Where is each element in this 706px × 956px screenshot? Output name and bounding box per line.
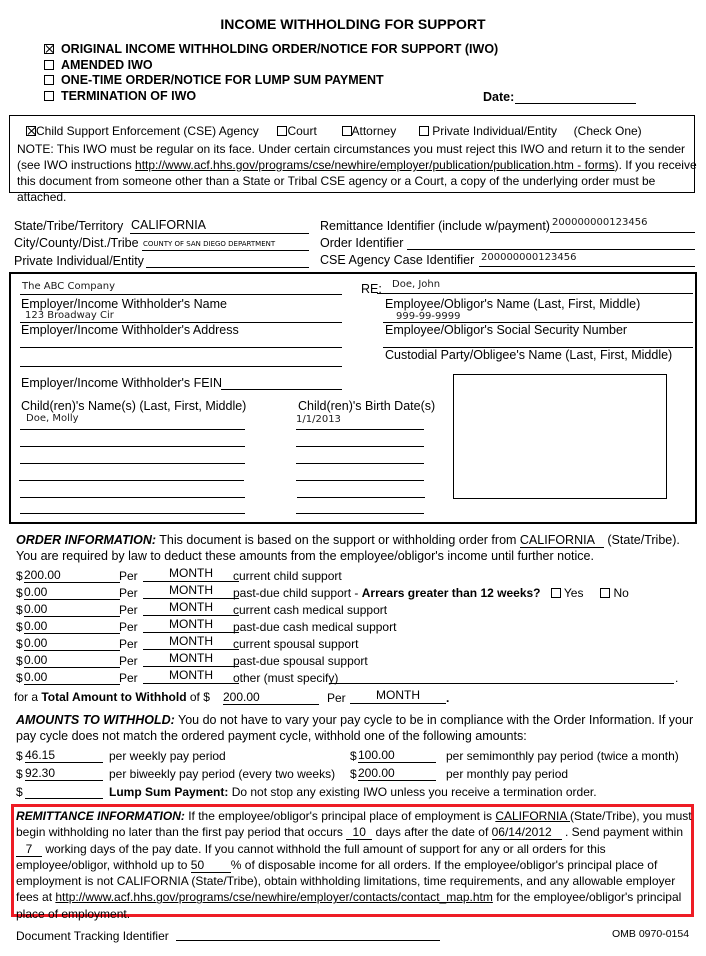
- period-field[interactable]: MONTH: [143, 668, 239, 684]
- checkbox-cse-agency[interactable]: [26, 126, 36, 136]
- arrears-yes-checkbox[interactable]: [551, 588, 561, 598]
- remittance-id-label: Remittance Identifier (include w/payment): [320, 219, 550, 233]
- order-type-amended[interactable]: [44, 58, 498, 74]
- checkbox-attorney[interactable]: [342, 126, 352, 136]
- checkbox-termination[interactable]: [44, 91, 54, 101]
- arrears-question: Arrears greater than 12 weeks?: [361, 586, 541, 600]
- checkbox-court[interactable]: [277, 126, 287, 136]
- child-name-line-2[interactable]: [20, 446, 245, 447]
- page-title: INCOME WITHHOLDING FOR SUPPORT: [220, 16, 486, 32]
- amount-field[interactable]: 0.00: [24, 620, 120, 634]
- child-dob-line-2[interactable]: [296, 446, 424, 447]
- private-entity-field[interactable]: [146, 267, 309, 268]
- total-period-field[interactable]: MONTH: [350, 688, 446, 704]
- past-due-desc: past-due child support -: [233, 586, 362, 600]
- note-text-2: ). If you receive this document from someone other than a State or Tribal CSE agency or a Court, a copy of the underlying order must be attached.: [17, 158, 697, 204]
- amount-description: current spousal support: [233, 637, 359, 651]
- remittance-text: % of disposable income for all orders. If the employee/obligor's principal place of employment is not CALIFORNIA (State/Tribe), obtain withholding limitations, time requirements, and any allowable employer fees at: [16, 857, 676, 905]
- child-dob-line-4[interactable]: [296, 480, 424, 481]
- sender-label: Private Individual/Entity: [432, 124, 557, 138]
- employer-address-value[interactable]: 123 Broadway Cir: [25, 310, 114, 321]
- employer-name-line: [20, 294, 342, 295]
- amounts-heading: AMOUNTS TO WITHHOLD:: [16, 713, 175, 727]
- children-names-label: Child(ren)'s Name(s) (Last, First, Middle): [21, 399, 247, 413]
- per-label: Per: [119, 671, 138, 685]
- per-label: Per: [119, 637, 138, 651]
- omb-number: OMB 0970-0154: [612, 928, 690, 940]
- employer-address-line-3[interactable]: [20, 366, 342, 367]
- order-type-label: ONE-TIME ORDER/NOTICE FOR LUMP SUM PAYMENT: [60, 73, 384, 87]
- order-type-original[interactable]: [44, 42, 498, 58]
- semimonthly-dollar: $: [350, 749, 357, 763]
- order-type-termination[interactable]: [44, 89, 498, 105]
- per-label: Per: [119, 603, 138, 617]
- sender-label: Court: [287, 124, 317, 138]
- order-id-field[interactable]: [407, 249, 695, 250]
- amount-field[interactable]: 200.00: [24, 569, 120, 583]
- remittance-text: (State/Tribe), you must begin withholding no later than the first pay period that occurs: [16, 809, 692, 840]
- amount-description: other (must specify): [233, 671, 339, 685]
- biweekly-label: per biweekly pay period (every two weeks): [109, 767, 336, 781]
- publication-link[interactable]: http://www.acf.hhs.gov/programs/cse/newhire/employer/publication/publication.htm - forms: [135, 158, 615, 172]
- child-name-line-6[interactable]: [20, 513, 245, 514]
- employer-name-label: Employer/Income Withholder's Name: [21, 297, 227, 311]
- child-name-line-5[interactable]: [20, 497, 245, 498]
- semimonthly-label: per semimonthly pay period (twice a month): [446, 749, 679, 763]
- custodial-party-label: Custodial Party/Obligee's Name (Last, First, Middle): [385, 348, 673, 362]
- re-label: RE:: [361, 282, 382, 296]
- total-period-mark: .: [446, 691, 450, 705]
- period-field[interactable]: MONTH: [143, 600, 239, 616]
- child-dob-line-1[interactable]: [296, 429, 424, 430]
- order-type-label: TERMINATION OF IWO: [60, 88, 197, 103]
- tracking-id-field[interactable]: [176, 940, 440, 941]
- state-label: State/Tribe/Territory: [14, 219, 124, 233]
- order-date-value[interactable]: 06/14/2012: [492, 826, 562, 840]
- private-label: Private Individual/Entity: [14, 254, 144, 268]
- order-info-heading: ORDER INFORMATION:: [16, 533, 157, 547]
- child-name-line-4[interactable]: [19, 480, 244, 481]
- order-type-label: ORIGINAL INCOME WITHHOLDING ORDER/NOTICE FOR SUPPORT (IWO): [60, 42, 499, 56]
- amounts-paragraph: [16, 712, 696, 744]
- sender-attorney[interactable]: [342, 124, 397, 138]
- tracking-id-label: Document Tracking Identifier: [16, 929, 169, 943]
- employee-ssn-value[interactable]: 999-99-9999: [396, 311, 461, 322]
- order-info-text: This document is based on the support or withholding order from: [156, 533, 520, 547]
- total-row: [14, 690, 210, 704]
- child-name-line-1[interactable]: [20, 429, 245, 430]
- employee-name-label: Employee/Obligor's Name (Last, First, Middle): [385, 297, 641, 311]
- remittance-info-paragraph: [16, 808, 692, 922]
- weekly-label: per weekly pay period: [109, 749, 226, 763]
- sender-court[interactable]: [277, 124, 316, 138]
- state-line: [130, 233, 309, 234]
- employee-name-value[interactable]: Doe, John: [392, 279, 441, 290]
- lump-sum-text: [109, 785, 597, 799]
- period-mark: .: [675, 671, 679, 685]
- arrears-yes-label: Yes: [563, 586, 584, 600]
- remittance-heading: REMITTANCE INFORMATION:: [16, 809, 185, 823]
- per-label: Per: [119, 620, 138, 634]
- remittance-text: for the employee/obligor's principal place of employment.: [16, 890, 682, 921]
- remittance-text: days after the date of: [372, 825, 492, 840]
- total-label: Total Amount to Withhold: [41, 690, 187, 704]
- monthly-dollar: $: [350, 767, 357, 781]
- period-field[interactable]: MONTH: [143, 651, 239, 667]
- sender-label: Attorney: [351, 124, 397, 138]
- order-type-group: [44, 42, 498, 104]
- amount-description: [233, 586, 629, 600]
- amount-description: past-due cash medical support: [233, 620, 397, 634]
- employer-address-label: Employer/Income Withholder's Address: [21, 323, 239, 337]
- order-info-paragraph: [16, 532, 706, 564]
- address-window-box: [453, 374, 667, 499]
- amount-field[interactable]: 0.00: [24, 637, 120, 651]
- per-label: Per: [119, 586, 138, 600]
- child-dob-line-6[interactable]: [296, 513, 424, 514]
- remittance-text: If the employee/obligor's principal place of employment is: [184, 809, 496, 823]
- begin-days-value[interactable]: 10: [346, 826, 372, 840]
- per-label: Per: [119, 569, 138, 583]
- employee-ssn-label: Employee/Obligor's Social Security Number: [385, 323, 628, 337]
- order-state-value[interactable]: CALIFORNIA: [520, 534, 604, 548]
- lump-dollar: $: [16, 785, 23, 799]
- case-id-label: CSE Agency Case Identifier: [320, 253, 475, 267]
- employee-name-line: [377, 293, 693, 294]
- contact-map-link[interactable]: http://www.acf.hhs.gov/programs/cse/newhire/employer/contacts/contact_map.htm: [55, 890, 493, 905]
- period-field[interactable]: MONTH: [143, 634, 239, 650]
- weekly-amount-field[interactable]: 46.15: [25, 749, 103, 763]
- state-value[interactable]: CALIFORNIA: [131, 218, 207, 232]
- total-amount-field[interactable]: 200.00: [223, 691, 319, 705]
- child-dob-value[interactable]: 1/1/2013: [296, 414, 341, 425]
- date-label: Date:: [483, 90, 515, 104]
- amount-description: current child support: [233, 569, 342, 583]
- monthly-amount-field[interactable]: 200.00: [358, 767, 436, 781]
- amount-field[interactable]: 0.00: [24, 586, 120, 600]
- child-name-value[interactable]: Doe, Molly: [26, 413, 79, 424]
- total-of: of $: [186, 690, 210, 704]
- order-info-text-2: You are required by law to deduct these amounts from the employee/obligor's income until further notice.: [16, 549, 594, 563]
- monthly-label: per monthly pay period: [446, 767, 569, 781]
- amount-description: current cash medical support: [233, 603, 388, 617]
- sender-cse[interactable]: [26, 124, 259, 138]
- total-per-label: Per: [327, 691, 346, 705]
- employer-name-value[interactable]: The ABC Company: [22, 281, 116, 292]
- amounts-text: You do not have to vary your pay cycle to be in compliance with the Order Information. If your pay cycle does not match the ordered payment cycle, withhold one of the following amounts:: [16, 713, 694, 743]
- lump-amount-field[interactable]: [25, 785, 103, 799]
- period-field[interactable]: MONTH: [143, 617, 239, 633]
- fein-field[interactable]: [221, 389, 342, 390]
- order-type-one-time[interactable]: [44, 73, 498, 89]
- checkbox-one-time[interactable]: [44, 75, 54, 85]
- arrears-no-label: No: [613, 586, 629, 600]
- checkbox-private[interactable]: [419, 126, 429, 136]
- sender-type-row: [26, 124, 642, 138]
- note-text-1: NOTE: This IWO must be regular on its face. Under certain circumstances you must reject this IWO and return it to the sender (see IWO instructions: [17, 142, 686, 172]
- arrears-no-checkbox[interactable]: [600, 588, 610, 598]
- city-value[interactable]: COUNTY OF SAN DIEGO DEPARTMENT: [143, 240, 276, 248]
- biweekly-dollar: $: [16, 767, 23, 781]
- other-specify-field[interactable]: [329, 683, 674, 684]
- remittance-text: . Send payment within: [561, 825, 684, 840]
- amount-field[interactable]: 0.00: [24, 603, 120, 617]
- lump-sum-label: Lump Sum Payment:: [109, 785, 229, 799]
- children-dob-label: Child(ren)'s Birth Date(s): [298, 399, 436, 413]
- period-field[interactable]: MONTH: [143, 583, 239, 599]
- remittance-line: [550, 232, 695, 233]
- weekly-dollar: $: [16, 749, 23, 763]
- remittance-text: working days of the pay date. If you cannot withhold the full amount of support for any or all orders for this employee/obligor, withhold up to: [16, 841, 606, 872]
- case-id-value[interactable]: 200000000123456: [481, 252, 577, 263]
- employer-address-line-2[interactable]: [20, 347, 342, 348]
- biweekly-amount-field[interactable]: 92.30: [25, 767, 103, 781]
- city-label: City/County/Dist./Tribe: [14, 236, 139, 250]
- lump-sum-note: Do not stop any existing IWO unless you receive a termination order.: [228, 785, 597, 799]
- check-one-note: (Check One): [573, 124, 642, 138]
- child-dob-line-5[interactable]: [297, 497, 425, 498]
- sender-private[interactable]: [419, 124, 557, 138]
- city-line: [142, 250, 309, 251]
- amount-field[interactable]: 0.00: [24, 654, 120, 668]
- period-field[interactable]: MONTH: [143, 566, 239, 582]
- remittance-state-value[interactable]: CALIFORNIA: [495, 809, 571, 823]
- case-id-line: [479, 266, 695, 267]
- fein-label: Employer/Income Withholder's FEIN: [21, 376, 223, 390]
- amount-field[interactable]: 0.00: [24, 671, 120, 685]
- state-tribe-label: (State/Tribe).: [607, 533, 680, 547]
- remittance-id-value[interactable]: 200000000123456: [552, 217, 648, 228]
- date-field[interactable]: [515, 103, 636, 104]
- per-label: Per: [119, 654, 138, 668]
- child-name-line-3[interactable]: [20, 463, 245, 464]
- order-type-label: AMENDED IWO: [60, 57, 153, 72]
- checkbox-original[interactable]: [44, 44, 54, 54]
- child-dob-line-3[interactable]: [296, 463, 424, 464]
- note-text: [17, 141, 697, 205]
- working-days-value[interactable]: 7: [16, 843, 42, 857]
- checkbox-amended[interactable]: [44, 60, 54, 70]
- amount-description: past-due spousal support: [233, 654, 368, 668]
- order-id-label: Order Identifier: [320, 236, 404, 250]
- semimonthly-amount-field[interactable]: 100.00: [358, 749, 436, 763]
- sender-label: Child Support Enforcement (CSE) Agency: [36, 124, 259, 138]
- percent-value[interactable]: 50: [191, 859, 231, 873]
- total-prefix: for a: [14, 690, 42, 704]
